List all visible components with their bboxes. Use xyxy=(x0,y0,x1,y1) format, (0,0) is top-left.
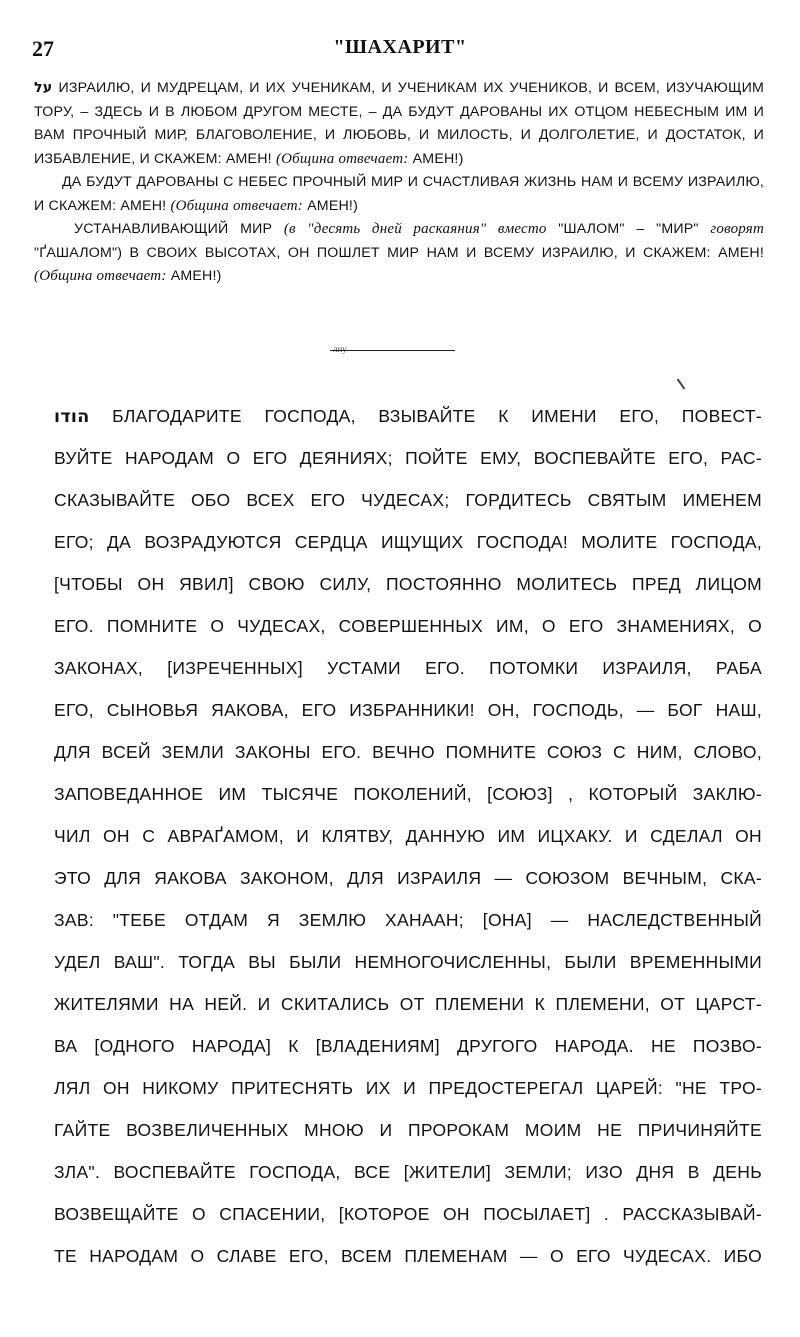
text-line: ДЛЯ ВСЕЙ ЗЕМЛИ ЗАКОНЫ ЕГО. ВЕЧНО ПОМНИТЕ СОЮЗ С НИМ, СЛОВО, xyxy=(54,742,762,762)
text-line: ЧИЛ ОН С АВРАҐАМОМ, И КЛЯТВУ, ДАННУЮ ИМ ИЦХАКУ. И СДЕЛАЛ ОН xyxy=(54,826,762,846)
text-line: ЕГО. ПОМНИТЕ О ЧУДЕСАХ, СОВЕРШЕННЫХ ИМ, О ЕГО ЗНАМЕНИЯХ, О xyxy=(54,616,762,636)
page-header xyxy=(32,36,768,66)
congregation-note: (Община отвечает: xyxy=(275,150,409,167)
congregation-response: АМЕН!) xyxy=(408,150,464,167)
text-line: ТЕ НАРОДАМ О СЛАВЕ ЕГО, ВСЕМ ПЛЕМЕНАМ — О ЕГО ЧУДЕСАХ. ИБО xyxy=(54,1246,762,1266)
text-line: ВОЗВЕЩАЙТЕ О СПАСЕНИИ, [КОТОРОЕ ОН ПОСЫЛАЕТ] . РАССКАЗЫВАЙ- xyxy=(54,1204,762,1224)
paragraph-kaddish-1 xyxy=(34,77,764,171)
text-line: הודו БЛАГОДАРИТЕ ГОСПОДА, ВЗЫВАЙТЕ К ИМЕНИ ЕГО, ПОВЕСТ- xyxy=(54,406,762,427)
paragraph-kaddish-3 xyxy=(34,218,764,289)
text-line: ЗАПОВЕДАННОЕ ИМ ТЫСЯЧЕ ПОКОЛЕНИЙ, [СОЮЗ] , КОТОРЫЙ ЗАКЛЮ- xyxy=(54,784,762,804)
quoted-word: "ШАЛОМ" – "МИР" xyxy=(546,221,711,237)
congregation-response: АМЕН!) xyxy=(166,268,222,284)
paragraph-kaddish-2 xyxy=(34,171,764,218)
text-line: ЕГО; ДА ВОЗРАДУЮТСЯ СЕРДЦА ИЩУЩИХ ГОСПОДА! МОЛИТЕ ГОСПОДА, xyxy=(54,532,762,552)
instruction-note: говорят xyxy=(710,221,764,237)
scan-speck xyxy=(677,379,686,390)
text-line: ЗАКОНАХ, [ИЗРЕЧЕННЫХ] УСТАМИ ЕГО. ПОТОМКИ ИЗРАИЛЯ, РАБА xyxy=(54,658,762,678)
hebrew-word: על xyxy=(34,80,53,96)
text-line: ВА [ОДНОГО НАРОДА] К [ВЛАДЕНИЯМ] ДРУГОГО НАРОДА. НЕ ПОЗВО- xyxy=(54,1036,762,1056)
text-line: СКАЗЫВАЙТЕ ОБО ВСЕХ ЕГО ЧУДЕСАХ; ГОРДИТЕСЬ СВЯТЫМ ИМЕНЕМ xyxy=(54,490,762,510)
paragraph-text: УСТАНАВЛИВАЮЩИЙ МИР xyxy=(74,221,284,237)
text-line: ЗЛА". ВОСПЕВАЙТЕ ГОСПОДА, ВСЕ [ЖИТЕЛИ] ЗЕМЛИ; ИЗО ДНЯ В ДЕНЬ xyxy=(54,1162,762,1182)
section-divider xyxy=(330,350,455,351)
congregation-note: (Община отвечает: xyxy=(34,268,167,284)
text-line: ГАЙТЕ ВОЗВЕЛИЧЕННЫХ МНОЮ И ПРОРОКАМ МОИМ НЕ ПРИЧИНЯЙТЕ xyxy=(54,1120,762,1140)
running-title: "ШАХАРИТ" xyxy=(333,36,467,58)
instruction-note: (в "десять дней раскаяния" вместо xyxy=(283,221,547,237)
divider-mark: лиу xyxy=(333,344,347,354)
text-line: УДЕЛ ВАШ". ТОГДА ВЫ БЫЛИ НЕМНОГОЧИСЛЕННЫ, БЫЛИ ВРЕМЕННЫМИ xyxy=(54,952,762,972)
congregation-response: АМЕН!) xyxy=(303,197,358,214)
text-line: [ЧТОБЫ ОН ЯВИЛ] СВОЮ СИЛУ, ПОСТОЯННО МОЛИТЕСЬ ПРЕД ЛИЦОМ xyxy=(54,574,762,594)
text-line: ЕГО, СЫНОВЬЯ ЯАКОВА, ЕГО ИЗБРАННИКИ! ОН, ГОСПОДЬ, — БОГ НАШ, xyxy=(54,700,762,720)
paragraph-text: ИЗРАИЛЮ, И МУДРЕЦАМ, И ИХ УЧЕНИКАМ, И УЧЕНИКАМ ИХ УЧЕНИКОВ, И ВСЕМ, ИЗУЧАЮЩИМ ТОРУ, – ЗДЕСЬ И В ЛЮБОМ ДРУГОМ МЕСТЕ, – ДА БУДУТ ДАРОВАНЫ ИХ ОТЦОМ НЕБЕСНЫМ ИМ И ВАМ ПРОЧНЫЙ МИР, БЛАГОВОЛЕНИЕ, И ЛЮБОВЬ, И МИЛОСТЬ, И ДОЛГОЛЕТИЕ, И ДОСТАТОК, И ИЗБАВЛЕНИЕ, И СКАЖЕМ: АМЕН! xyxy=(34,80,764,167)
congregation-note: (Община отвечает: xyxy=(170,197,303,214)
text-line: ЛЯЛ ОН НИКОМУ ПРИТЕСНЯТЬ ИХ И ПРЕДОСТЕРЕГАЛ ЦАРЕЙ: "НЕ ТРО- xyxy=(54,1078,762,1098)
page-number: 27 xyxy=(32,36,54,61)
blessing-section xyxy=(34,77,764,289)
text-line: ВУЙТЕ НАРОДАМ О ЕГО ДЕЯНИЯХ; ПОЙТЕ ЕМУ, ВОСПЕВАЙТЕ ЕГО, РАС- xyxy=(54,448,762,468)
text-line: ЖИТЕЛЯМИ НА НЕЙ. И СКИТАЛИСЬ ОТ ПЛЕМЕНИ К ПЛЕМЕНИ, ОТ ЦАРСТ- xyxy=(54,994,762,1014)
quoted-word: "ҐАШАЛОМ") xyxy=(34,244,123,261)
hodu-section xyxy=(54,395,762,1277)
text-line: ЭТО ДЛЯ ЯАКОВА ЗАКОНОМ, ДЛЯ ИЗРАИЛЯ — СОЮЗОМ ВЕЧНЫМ, СКА- xyxy=(54,868,762,888)
hebrew-word: הודו xyxy=(54,407,90,427)
paragraph-text: ДА БУДУТ ДАРОВАНЫ С НЕБЕС ПРОЧНЫЙ МИР И СЧАСТЛИВАЯ ЖИЗНЬ НАМ И ВСЕМУ ИЗРАИЛЮ, И СКАЖЕМ: АМЕН! xyxy=(34,174,764,214)
text-line: ЗАВ: "ТЕБЕ ОТДАМ Я ЗЕМЛЮ ХАНААН; [ОНА] — НАСЛЕДСТВЕННЫЙ xyxy=(54,910,762,930)
paragraph-text: В СВОИХ ВЫСОТАХ, ОН ПОШЛЕТ МИР НАМ И ВСЕМУ ИЗРАИЛЮ, И СКАЖЕМ: АМЕН! xyxy=(122,244,764,261)
